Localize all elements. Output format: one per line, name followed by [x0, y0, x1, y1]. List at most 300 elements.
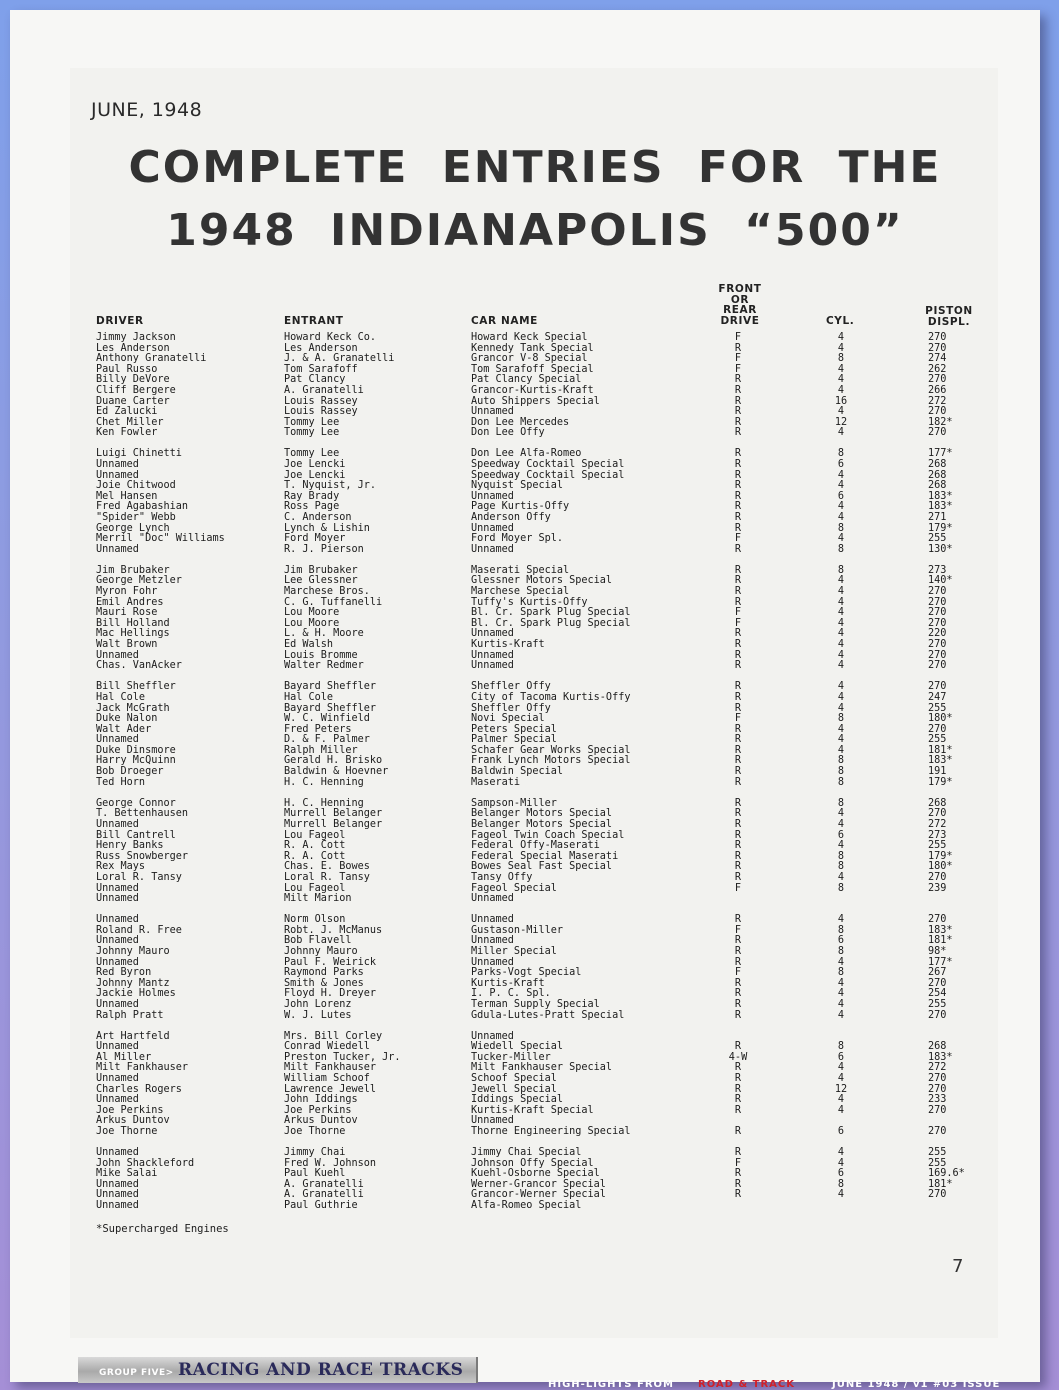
driver-cell: Paul Russo — [96, 363, 158, 375]
cyl-cell: 4 — [837, 840, 845, 852]
cyl-cell: 16 — [834, 395, 848, 407]
driver-cell: Joie Chitwood — [96, 480, 176, 492]
entrant-cell: Arkus Duntov — [284, 1115, 358, 1127]
car-name-cell: Unnamed — [471, 935, 514, 947]
driver-cell: Cliff Bergere — [96, 384, 176, 396]
displ-cell: 270 — [928, 617, 947, 629]
car-name-cell: Schoof Special — [471, 1073, 557, 1084]
drive-cell: R — [734, 649, 742, 661]
drive-cell: F — [734, 533, 742, 545]
entrant-cell: Lou Fageol — [284, 882, 346, 894]
entrant-cell: Paul F. Weirick — [284, 956, 377, 968]
cyl-cell: 4 — [837, 956, 845, 968]
section-title: RACING AND RACE TRACKS — [178, 1360, 464, 1380]
cyl-cell: 4 — [837, 691, 845, 703]
driver-cell: Unnamed — [96, 1073, 139, 1084]
drive-cell: R — [734, 829, 742, 841]
car-name-cell: Don Lee Mercedes — [471, 416, 570, 428]
entrant-cell: Louis Rassey — [284, 406, 358, 418]
displ-cell: 182* — [928, 416, 953, 428]
driver-cell: Milt Fankhauser — [96, 1062, 189, 1074]
drive-cell: R — [734, 988, 742, 1000]
cyl-cell: 6 — [837, 1051, 845, 1063]
displ-cell: 130* — [928, 543, 953, 555]
displ-cell: 274 — [928, 353, 947, 365]
table-row — [0, 481, 1059, 492]
car-name-cell: Peters Special — [471, 723, 557, 735]
driver-cell: Harry McQuinn — [96, 755, 176, 767]
drive-cell: R — [734, 374, 742, 386]
drive-cell: R — [734, 1178, 742, 1190]
drive-cell: R — [734, 681, 742, 693]
drive-cell: R — [734, 543, 742, 555]
car-name-cell: Unnamed — [471, 406, 514, 418]
car-name-cell: Tucker-Miller — [471, 1051, 551, 1063]
column-header-driver: DRIVER — [96, 315, 144, 327]
drive-cell: F — [734, 713, 742, 725]
car-name-cell: Kurtis-Kraft — [471, 977, 545, 989]
drive-cell: R — [734, 977, 742, 989]
driver-cell: Unnamed — [96, 469, 139, 481]
footer-magazine-name: ROAD & TRACK — [698, 1379, 796, 1390]
driver-cell: Unnamed — [96, 893, 139, 905]
page-title-line-1: COMPLETE ENTRIES FOR THE — [128, 142, 942, 193]
column-header-car-name: CAR NAME — [471, 315, 538, 327]
entrant-cell: W. J. Lutes — [284, 1009, 352, 1021]
car-name-cell: Nyquist Special — [471, 480, 564, 492]
entrant-cell: Robt. J. McManus — [284, 924, 383, 936]
cyl-cell: 4 — [837, 639, 845, 651]
displ-cell: 183* — [928, 1051, 953, 1063]
drive-cell: R — [734, 808, 742, 820]
drive-cell: R — [734, 840, 742, 852]
car-name-cell: Tom Sarafoff Special — [471, 363, 594, 375]
driver-cell: Red Byron — [96, 967, 152, 979]
car-name-cell: Kennedy Tank Special — [471, 342, 594, 354]
drive-cell: R — [734, 956, 742, 968]
entrant-cell: Ralph Miller — [284, 744, 358, 756]
car-name-cell: Kuehl-Osborne Special — [471, 1168, 600, 1180]
column-header-piston-displ — [922, 306, 976, 327]
car-name-cell: Auto Shippers Special — [471, 395, 600, 407]
entrant-cell: Joe Thorne — [284, 1125, 346, 1137]
drive-cell: F — [734, 617, 742, 629]
displ-cell: 271 — [928, 512, 947, 523]
entrant-cell: Preston Tucker, Jr. — [284, 1051, 401, 1063]
driver-cell: Bob Droeger — [96, 766, 164, 778]
drive-cell: R — [734, 427, 742, 439]
displ-cell: 270 — [928, 1083, 947, 1095]
car-name-cell: Grancor V-8 Special — [471, 353, 588, 365]
displ-cell: 270 — [928, 649, 947, 661]
displ-cell: 179* — [928, 776, 953, 788]
cyl-cell: 8 — [837, 850, 845, 862]
drive-cell: R — [734, 586, 742, 598]
cyl-cell: 8 — [837, 448, 845, 460]
drive-cell: R — [734, 861, 742, 873]
car-name-cell: Terman Supply Special — [471, 998, 600, 1010]
entrant-cell: Bayard Sheffler — [284, 702, 377, 714]
car-name-cell: Pat Clancy Special — [471, 374, 582, 386]
cyl-cell: 4 — [837, 406, 845, 418]
driver-cell: Unnamed — [96, 649, 139, 661]
drive-cell: R — [734, 1189, 742, 1201]
entrant-cell: Raymond Parks — [284, 967, 364, 979]
driver-cell: Duke Dinsmore — [96, 744, 176, 756]
car-name-cell: Sheffler Offy — [471, 681, 551, 693]
cyl-cell: 4 — [837, 988, 845, 1000]
displ-cell: 179* — [928, 522, 953, 534]
entrant-cell: L. & H. Moore — [284, 628, 364, 640]
entrant-cell: Lee Glessner — [284, 575, 358, 587]
cyl-cell: 4 — [837, 332, 845, 343]
drive-cell: F — [734, 924, 742, 936]
cyl-cell: 4 — [837, 628, 845, 640]
drive-cell: R — [734, 1083, 742, 1095]
cyl-cell: 6 — [837, 459, 845, 471]
displ-cell: 220 — [928, 628, 947, 640]
displ-cell: 183* — [928, 755, 953, 767]
drive-cell: F — [734, 607, 742, 619]
cyl-cell: 4 — [837, 480, 845, 492]
cyl-cell: 8 — [837, 967, 845, 979]
entrant-cell: R. J. Pierson — [284, 543, 364, 555]
car-name-cell: Howard Keck Special — [471, 332, 588, 343]
displ-cell: 270 — [928, 607, 947, 619]
driver-cell: Jack McGrath — [96, 702, 170, 714]
drive-cell: R — [734, 691, 742, 703]
entrant-cell: Johnny Mauro — [284, 945, 358, 957]
cyl-cell: 4 — [837, 427, 845, 439]
displ-cell: 98* — [928, 945, 947, 957]
entrant-cell: Pat Clancy — [284, 374, 346, 386]
table-row — [0, 894, 1059, 905]
entrant-cell: H. C. Henning — [284, 776, 364, 788]
car-name-cell: Kurtis-Kraft — [471, 639, 545, 651]
displ-cell: 272 — [928, 818, 947, 830]
entrant-cell: Milt Marion — [284, 893, 352, 905]
displ-cell: 140* — [928, 575, 953, 587]
displ-cell: 180* — [928, 713, 953, 725]
table-row — [0, 926, 1059, 937]
car-name-cell: Federal Special Maserati — [471, 850, 619, 862]
cyl-cell: 4 — [837, 512, 845, 523]
entrant-cell: W. C. Winfield — [284, 713, 370, 725]
column-header-displ-line: DISPL. — [927, 315, 971, 328]
displ-cell: 177* — [928, 448, 953, 460]
displ-cell: 270 — [928, 342, 947, 354]
cyl-cell: 8 — [837, 713, 845, 725]
drive-cell: R — [734, 501, 742, 513]
entrant-cell: Les Anderson — [284, 342, 358, 354]
drive-cell: R — [734, 776, 742, 788]
displ-cell: 270 — [928, 723, 947, 735]
displ-cell: 255 — [928, 533, 947, 545]
displ-cell: 180* — [928, 861, 953, 873]
cyl-cell: 12 — [834, 1083, 848, 1095]
displ-cell: 255 — [928, 1147, 947, 1159]
footer-issue: JUNE 1948 / v1 #03 ISSUE — [832, 1379, 1001, 1390]
entrant-cell: Chas. E. Bowes — [284, 861, 370, 873]
driver-cell: George Metzler — [96, 575, 182, 587]
entrant-cell: R. A. Cott — [284, 840, 346, 852]
displ-cell: 272 — [928, 1062, 947, 1074]
cyl-cell: 4 — [837, 734, 845, 746]
entrant-cell: Bayard Sheffler — [284, 681, 377, 693]
driver-cell: Rex Mays — [96, 861, 146, 873]
driver-cell: Bill Cantrell — [96, 829, 176, 841]
car-name-cell: City of Tacoma Kurtis-Offy — [471, 691, 631, 703]
car-name-cell: Unnamed — [471, 660, 514, 672]
cyl-cell: 4 — [837, 374, 845, 386]
displ-cell: 177* — [928, 956, 953, 968]
displ-cell: 268 — [928, 469, 947, 481]
entrant-cell: Murrell Belanger — [284, 808, 383, 820]
cyl-cell: 8 — [837, 924, 845, 936]
driver-cell: Unnamed — [96, 734, 139, 746]
car-name-cell: Werner-Grancor Special — [471, 1178, 606, 1190]
cyl-cell: 4 — [837, 871, 845, 883]
driver-cell: Unnamed — [96, 882, 139, 894]
table-row — [0, 397, 1059, 408]
entrant-cell: Ray Brady — [284, 490, 340, 502]
cyl-cell: 8 — [837, 882, 845, 894]
cyl-cell: 4 — [837, 1009, 845, 1021]
drive-cell: R — [734, 755, 742, 767]
cyl-cell: 8 — [837, 766, 845, 778]
cyl-cell: 4 — [837, 681, 845, 693]
entrant-cell: John Lorenz — [284, 998, 352, 1010]
table-row — [0, 1127, 1059, 1138]
drive-cell: R — [734, 766, 742, 778]
column-header-entrant: ENTRANT — [284, 315, 344, 327]
cyl-cell: 4 — [837, 649, 845, 661]
driver-cell: "Spider" Webb — [96, 512, 176, 523]
cyl-cell: 4 — [837, 586, 845, 598]
cyl-cell: 8 — [837, 353, 845, 365]
car-name-cell: Johnson Offy Special — [471, 1157, 594, 1169]
entrant-cell: H. C. Henning — [284, 797, 364, 809]
car-name-cell: Gustason-Miller — [471, 924, 564, 936]
cyl-cell: 8 — [837, 861, 845, 873]
cyl-cell: 4 — [837, 384, 845, 396]
table-row — [0, 778, 1059, 789]
displ-cell: 270 — [928, 808, 947, 820]
table-row — [0, 428, 1059, 439]
car-name-cell: Novi Special — [471, 713, 545, 725]
drive-cell: R — [734, 660, 742, 672]
entrant-cell: William Schoof — [284, 1073, 370, 1084]
displ-cell: 183* — [928, 490, 953, 502]
car-name-cell: Palmer Special — [471, 734, 557, 746]
table-row — [0, 513, 1059, 524]
car-name-cell: Frank Lynch Motors Special — [471, 755, 631, 767]
cyl-cell: 8 — [837, 776, 845, 788]
drive-cell: R — [734, 1041, 742, 1053]
cyl-cell: 4 — [837, 575, 845, 587]
cyl-cell: 8 — [837, 543, 845, 555]
entrant-cell: Gerald H. Brisko — [284, 755, 383, 767]
entrant-cell: Louis Rassey — [284, 395, 358, 407]
table-row — [0, 640, 1059, 651]
entrant-cell: Norm Olson — [284, 914, 346, 926]
cyl-cell: 4 — [837, 977, 845, 989]
displ-cell: 273 — [928, 829, 947, 841]
entrant-cell: Joe Lencki — [284, 469, 346, 481]
cyl-cell: 4 — [837, 1147, 845, 1159]
driver-cell: Duane Carter — [96, 395, 170, 407]
car-name-cell: Bl. Cr. Spark Plug Special — [471, 607, 631, 619]
table-row — [0, 534, 1059, 545]
car-name-cell: Gdula-Lutes-Pratt Special — [471, 1009, 625, 1021]
page-number: 7 — [952, 1256, 964, 1277]
entrant-cell: Paul Guthrie — [284, 1200, 358, 1212]
driver-cell: Ralph Pratt — [96, 1009, 164, 1021]
entrant-cell: D. & F. Palmer — [284, 734, 370, 746]
car-name-cell: Belanger Motors Special — [471, 808, 613, 820]
displ-cell: 267 — [928, 967, 947, 979]
car-name-cell: Speedway Cocktail Special — [471, 459, 625, 471]
driver-cell: Al Miller — [96, 1051, 152, 1063]
car-name-cell: Miller Special — [471, 945, 557, 957]
cyl-cell: 6 — [837, 1168, 845, 1180]
car-name-cell: Sheffler Offy — [471, 702, 551, 714]
drive-cell: R — [734, 564, 742, 576]
driver-cell: Unnamed — [96, 1094, 139, 1106]
car-name-cell: Wiedell Special — [471, 1041, 564, 1053]
driver-cell: Bill Sheffler — [96, 681, 176, 693]
car-name-cell: Glessner Motors Special — [471, 575, 613, 587]
displ-cell: 270 — [928, 914, 947, 926]
car-name-cell: Don Lee Offy — [471, 427, 545, 439]
car-name-cell: Fageol Twin Coach Special — [471, 829, 625, 841]
driver-cell: Mauri Rose — [96, 607, 158, 619]
cyl-cell: 6 — [837, 1125, 845, 1137]
entrant-cell: Conrad Wiedell — [284, 1041, 370, 1053]
cyl-cell: 4 — [837, 808, 845, 820]
driver-cell: Jim Brubaker — [96, 564, 170, 576]
driver-cell: John Shackleford — [96, 1157, 195, 1169]
cyl-cell: 4 — [837, 617, 845, 629]
displ-cell: 270 — [928, 1189, 947, 1201]
car-name-cell: Marchese Special — [471, 586, 570, 598]
cyl-cell: 6 — [837, 935, 845, 947]
displ-cell: 270 — [928, 1125, 947, 1137]
displ-cell: 183* — [928, 924, 953, 936]
drive-cell: R — [734, 512, 742, 523]
entrant-cell: A. Granatelli — [284, 1189, 364, 1201]
driver-cell: Unnamed — [96, 1041, 139, 1053]
entrant-cell: Smith & Jones — [284, 977, 364, 989]
drive-cell: R — [734, 935, 742, 947]
displ-cell: 254 — [928, 988, 947, 1000]
entrant-cell: Baldwin & Hoevner — [284, 766, 389, 778]
car-name-cell: Unnamed — [471, 914, 514, 926]
driver-cell: T. Bettenhausen — [96, 808, 189, 820]
entrant-cell: Mrs. Bill Corley — [284, 1030, 383, 1042]
entrant-cell: Tommy Lee — [284, 448, 340, 460]
cyl-cell: 4 — [837, 1062, 845, 1074]
entrant-cell: Milt Fankhauser — [284, 1062, 377, 1074]
drive-cell: R — [734, 723, 742, 735]
cyl-cell: 4 — [837, 818, 845, 830]
displ-cell: 270 — [928, 406, 947, 418]
column-header-drive-line: OR — [730, 293, 750, 306]
displ-cell: 239 — [928, 882, 947, 894]
displ-cell: 270 — [928, 1009, 947, 1021]
displ-cell: 270 — [928, 1073, 947, 1084]
car-name-cell: Unnamed — [471, 956, 514, 968]
entrant-cell: Tommy Lee — [284, 427, 340, 439]
driver-cell: Unnamed — [96, 935, 139, 947]
driver-cell: Johnny Mauro — [96, 945, 170, 957]
cyl-cell: 4 — [837, 998, 845, 1010]
entrant-cell: Fred Peters — [284, 723, 352, 735]
car-name-cell: Speedway Cocktail Special — [471, 469, 625, 481]
cyl-cell: 4 — [837, 1094, 845, 1106]
entries-table — [0, 333, 1059, 1212]
driver-cell: George Lynch — [96, 522, 170, 534]
car-name-cell: I. P. C. Spl. — [471, 988, 551, 1000]
driver-cell: Unnamed — [96, 459, 139, 471]
table-row — [0, 1201, 1059, 1212]
entrant-cell: John Iddings — [284, 1094, 358, 1106]
drive-cell: R — [734, 522, 742, 534]
entrant-cell: Lou Fageol — [284, 829, 346, 841]
car-name-cell: Belanger Motors Special — [471, 818, 613, 830]
displ-cell: 270 — [928, 1104, 947, 1116]
cyl-cell: 4 — [837, 1073, 845, 1084]
displ-cell: 270 — [928, 681, 947, 693]
displ-cell: 255 — [928, 998, 947, 1010]
cyl-cell: 8 — [837, 755, 845, 767]
displ-cell: 181* — [928, 935, 953, 947]
displ-cell: 262 — [928, 363, 947, 375]
displ-cell: 169.6* — [928, 1168, 965, 1180]
section-group-label: GROUP FIVE> — [99, 1368, 174, 1378]
drive-cell: R — [734, 639, 742, 651]
driver-cell: Myron Fohr — [96, 586, 158, 598]
driver-cell: Russ Snowberger — [96, 850, 189, 862]
drive-cell: R — [734, 459, 742, 471]
entrant-cell: Hal Cole — [284, 691, 334, 703]
cyl-cell: 4 — [837, 607, 845, 619]
drive-cell: R — [734, 596, 742, 608]
displ-cell: 266 — [928, 384, 947, 396]
driver-cell: Art Hartfeld — [96, 1030, 170, 1042]
driver-cell: Mac Hellings — [96, 628, 170, 640]
entrant-cell: J. & A. Granatelli — [284, 353, 395, 365]
car-name-cell: Unnamed — [471, 649, 514, 661]
driver-cell: Unnamed — [96, 1189, 139, 1201]
cyl-cell: 8 — [837, 564, 845, 576]
car-name-cell: Unnamed — [471, 893, 514, 905]
displ-cell: 181* — [928, 744, 953, 756]
cyl-cell: 4 — [837, 363, 845, 375]
table-row — [0, 947, 1059, 958]
drive-cell: R — [734, 416, 742, 428]
driver-cell: Walt Brown — [96, 639, 158, 651]
drive-cell: R — [734, 914, 742, 926]
driver-cell: Johnny Mantz — [96, 977, 170, 989]
driver-cell: Unnamed — [96, 914, 139, 926]
driver-cell: Les Anderson — [96, 342, 170, 354]
driver-cell: Ed Zalucki — [96, 406, 158, 418]
driver-cell: Jackie Holmes — [96, 988, 176, 1000]
entrant-cell: Marchese Bros. — [284, 586, 370, 598]
drive-cell: R — [734, 469, 742, 481]
cyl-cell: 4 — [837, 660, 845, 672]
